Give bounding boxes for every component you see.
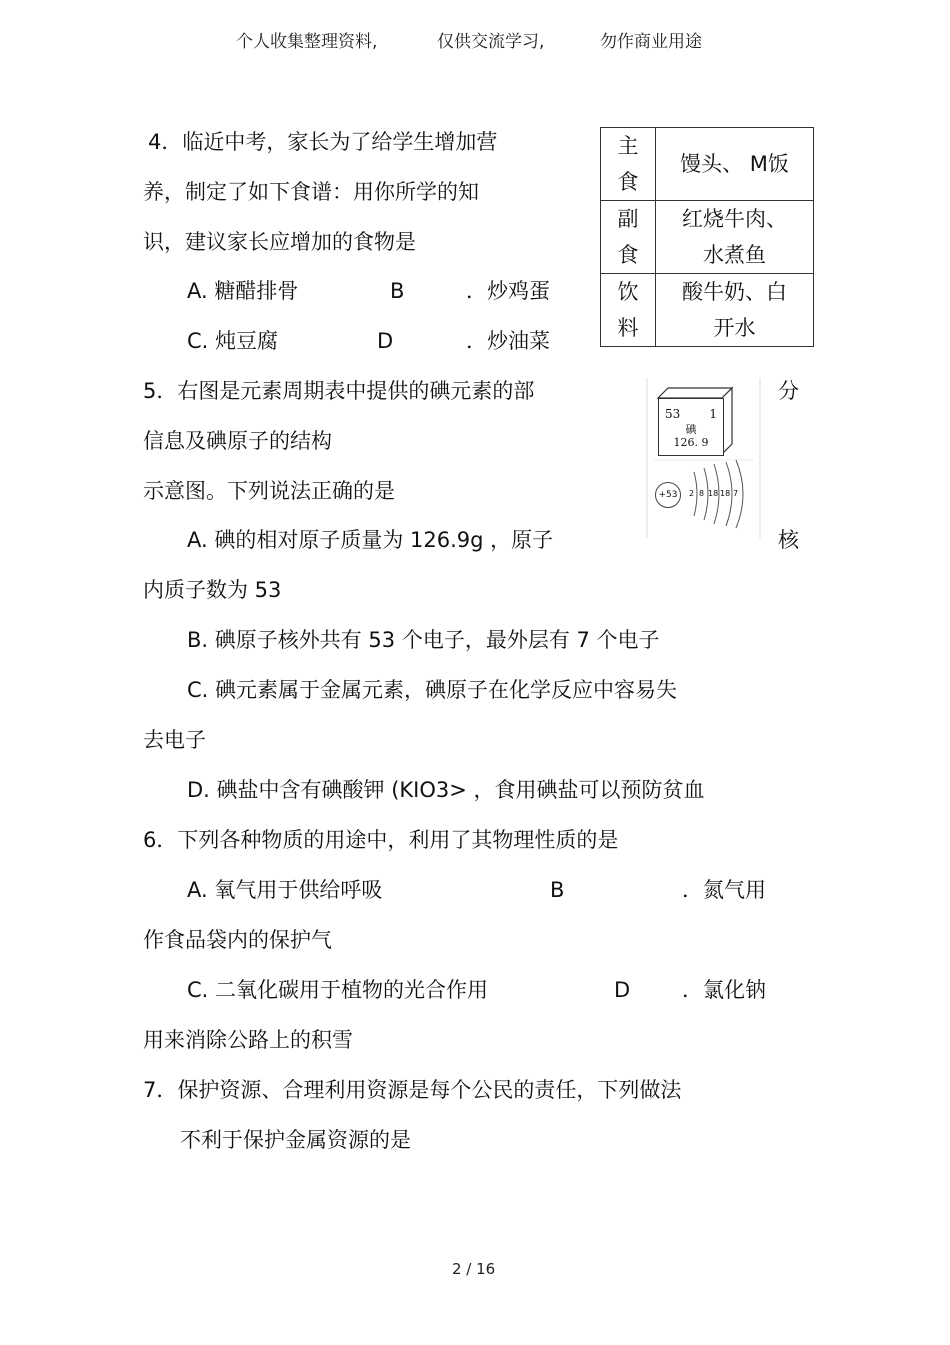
element-name: 碘 xyxy=(685,423,697,436)
q5-option-b: B. 碘原子核外共有 53 个电子，最外层有 7 个电子 xyxy=(187,628,660,652)
q6-option-d-cont: 用来消除公路上的积雪 xyxy=(143,1028,353,1052)
q5-option-d: D. 碘盐中含有碘酸钾 (KIO3> ，食用碘盐可以预防贫血 xyxy=(187,778,705,802)
menu-key-cell xyxy=(601,274,656,347)
q6-option-d-letter: D xyxy=(614,978,631,1002)
menu-value-line: 水煮鱼 xyxy=(703,243,766,267)
q6-option-c: C. 二氧化碳用于植物的光合作用 xyxy=(187,978,489,1002)
atomic-number: 53 xyxy=(665,407,681,421)
q6-option-a: A. 氧气用于供给呼吸 xyxy=(187,878,383,902)
q4-option-a: A. 糖醋排骨 xyxy=(187,279,299,303)
menu-value-line: 酸牛奶、白 xyxy=(682,280,787,304)
q5-option-a-tail: 核 xyxy=(778,528,799,552)
nucleus-charge: +53 xyxy=(658,490,678,500)
q5-line-1-tail: 分 xyxy=(778,379,799,403)
q4-option-d-letter: D xyxy=(377,329,394,353)
shell-electron-count: 18 xyxy=(708,489,719,498)
menu-key-char: 主 xyxy=(617,134,639,158)
q6-option-b-letter: B xyxy=(550,878,565,902)
header-note-right: 勿作商业用途 xyxy=(600,32,702,52)
q7-line-2: 不利于保护金属资源的是 xyxy=(180,1128,411,1152)
menu-key-char: 料 xyxy=(617,316,639,340)
menu-row-staple xyxy=(601,128,814,201)
q5-option-c-cont: 去电子 xyxy=(143,728,206,752)
q6-option-b-cont: 作食品袋内的保护气 xyxy=(143,928,332,952)
menu-key-char: 饮 xyxy=(617,280,639,304)
menu-value-line: 馒头、 M饭 xyxy=(680,152,789,176)
iodine-figure xyxy=(646,376,762,540)
q6-option-b-text: ．氮气用 xyxy=(682,878,766,902)
nucleus-circle xyxy=(655,482,681,508)
menu-value-line: 红烧牛肉、 xyxy=(682,207,787,231)
menu-key-cell xyxy=(601,128,656,201)
menu-row-drink xyxy=(601,274,814,347)
shell-electron-count: 2 xyxy=(689,489,695,498)
menu-key-cell xyxy=(601,201,656,274)
menu-key-char: 食 xyxy=(617,243,639,267)
shell-electron-count: 7 xyxy=(733,489,739,498)
q6-line-1: 6．下列各种物质的用途中，利用了其物理性质的是 xyxy=(143,828,619,852)
q5-option-c: C. 碘元素属于金属元素，碘原子在化学反应中容易失 xyxy=(187,678,678,702)
menu-value-cell xyxy=(656,128,814,201)
menu-row-side xyxy=(601,201,814,274)
q5-line-3: 示意图。下列说法正确的是 xyxy=(143,479,395,503)
q6-option-d-text: ．氯化钠 xyxy=(682,978,766,1002)
q5-line-1: 5．右图是元素周期表中提供的碘元素的部 xyxy=(143,379,535,403)
menu-table xyxy=(600,127,814,347)
menu-value-cell xyxy=(656,201,814,274)
element-card xyxy=(658,398,724,456)
q4-line-2: 养，制定了如下食谱：用你所学的知 xyxy=(143,180,479,204)
atomic-mass: 126. 9 xyxy=(673,436,709,449)
q4-option-b-letter: B xyxy=(390,279,405,303)
q5-option-a-cont: 内质子数为 53 xyxy=(143,578,282,602)
menu-value-line: 开水 xyxy=(713,316,756,340)
q4-option-d-text: ．炒油菜 xyxy=(466,329,550,353)
menu-key-char: 食 xyxy=(617,170,639,194)
page-number: 2 / 16 xyxy=(452,1260,496,1278)
shell-electron-count: 18 xyxy=(720,489,731,498)
header-note-left: 个人收集整理资料, xyxy=(236,32,378,52)
menu-key-char: 副 xyxy=(617,207,639,231)
header-note-mid: 仅供交流学习, xyxy=(437,32,545,52)
q5-line-2: 信息及碘原子的结构 xyxy=(143,429,332,453)
q4-option-c: C. 炖豆腐 xyxy=(187,329,279,353)
q4-line-3: 识，建议家长应增加的食物是 xyxy=(143,230,416,254)
q5-option-a: A. 碘的相对原子质量为 126.9g ，原子 xyxy=(187,528,554,552)
shell-electron-count: 8 xyxy=(699,489,705,498)
menu-value-cell xyxy=(656,274,814,347)
q4-line-1: 4．临近中考，家长为了给学生增加营 xyxy=(148,130,498,154)
q7-line-1: 7．保护资源、合理利用资源是每个公民的责任，下列做法 xyxy=(143,1078,682,1102)
element-one: 1 xyxy=(709,407,717,421)
q4-option-b-text: ．炒鸡蛋 xyxy=(466,279,550,303)
